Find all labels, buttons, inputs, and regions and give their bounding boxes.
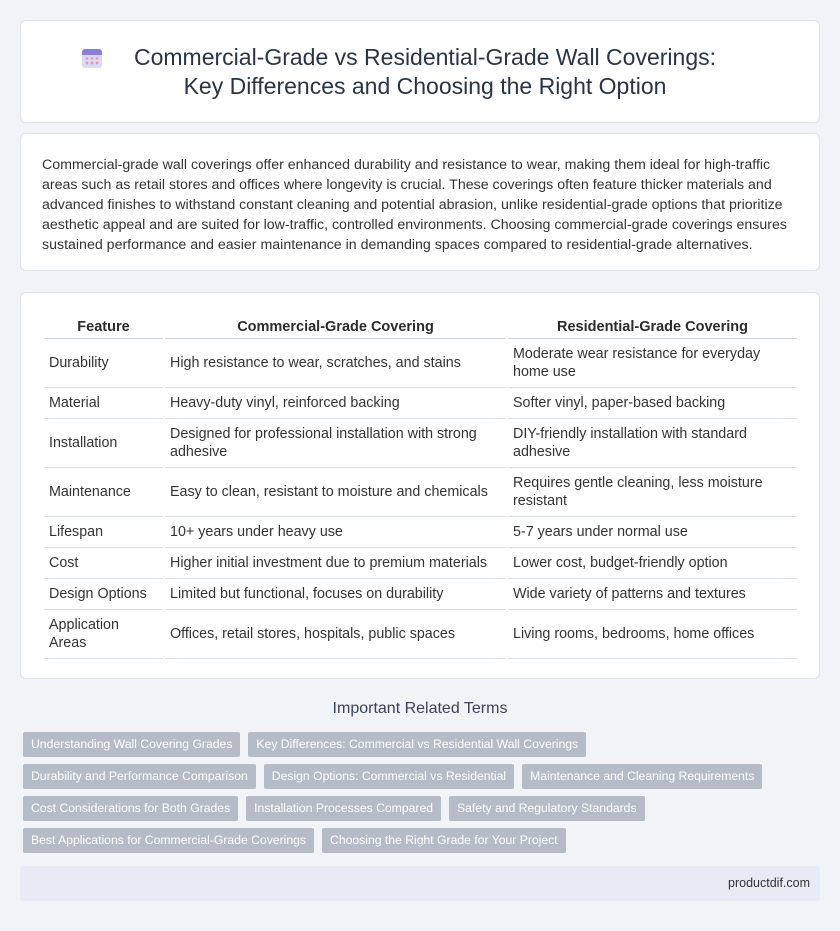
title-card xyxy=(20,20,820,123)
footer-site-link[interactable]: productdif.com xyxy=(728,876,810,890)
cell-feature: Cost xyxy=(44,548,163,579)
cell-commercial: 10+ years under heavy use xyxy=(165,517,506,548)
column-header-residential: Residential-Grade Covering xyxy=(508,315,797,339)
cell-feature: Application Areas xyxy=(44,610,163,659)
cell-feature: Lifespan xyxy=(44,517,163,548)
table-row xyxy=(44,517,797,548)
table-row xyxy=(44,468,797,517)
cell-commercial: Higher initial investment due to premium materials xyxy=(165,548,506,579)
related-term-tag[interactable]: Key Differences: Commercial vs Residential Wall Coverings xyxy=(248,732,586,757)
table-row xyxy=(44,579,797,610)
cell-commercial: High resistance to wear, scratches, and stains xyxy=(165,339,506,388)
column-header-commercial: Commercial-Grade Covering xyxy=(165,315,506,339)
cell-residential: Living rooms, bedrooms, home offices xyxy=(508,610,797,659)
related-term-tag[interactable]: Understanding Wall Covering Grades xyxy=(23,732,240,757)
related-term-tag[interactable]: Installation Processes Compared xyxy=(246,796,441,821)
table-row xyxy=(44,610,797,659)
cell-commercial: Offices, retail stores, hospitals, public spaces xyxy=(165,610,506,659)
cell-residential: Softer vinyl, paper-based backing xyxy=(508,388,797,419)
related-terms-title: Important Related Terms xyxy=(332,700,508,717)
cell-commercial: Designed for professional installation with strong adhesive xyxy=(165,419,506,468)
table-row xyxy=(44,339,797,388)
comparison-table-card xyxy=(20,292,820,679)
intro-paragraph: Commercial-grade wall coverings offer enhanced durability and resistance to wear, making them ideal for high-traffic areas such as retail stores and offices where longevity is crucial. These coverings often feature thicker materials and advanced finishes to withstand constant cleaning and potential abrasion, unlike residential-grade options that prioritize aesthetic appeal and are suited for low-traffic, controlled environments. Choosing commercial-grade coverings ensures sustained performance and easier maintenance in demanding spaces compared to residential-grade alternatives. xyxy=(42,157,787,253)
cell-feature: Maintenance xyxy=(44,468,163,517)
intro-card xyxy=(20,133,820,271)
cell-feature: Material xyxy=(44,388,163,419)
table-header-row xyxy=(44,315,797,339)
column-header-feature: Feature xyxy=(44,315,163,339)
related-term-tag[interactable]: Choosing the Right Grade for Your Project xyxy=(322,828,566,853)
related-term-tag[interactable]: Cost Considerations for Both Grades xyxy=(23,796,238,821)
cell-residential: Requires gentle cleaning, less moisture resistant xyxy=(508,468,797,517)
related-term-tag[interactable]: Safety and Regulatory Standards xyxy=(449,796,645,821)
cell-commercial: Limited but functional, focuses on durability xyxy=(165,579,506,610)
footer xyxy=(20,866,820,901)
related-term-tag[interactable]: Design Options: Commercial vs Residential xyxy=(264,764,514,789)
cell-residential: 5-7 years under normal use xyxy=(508,517,797,548)
cell-residential: Lower cost, budget-friendly option xyxy=(508,548,797,579)
cell-residential: Wide variety of patterns and textures xyxy=(508,579,797,610)
related-term-tag[interactable]: Best Applications for Commercial-Grade Coverings xyxy=(23,828,314,853)
table-row xyxy=(44,419,797,468)
cell-residential: Moderate wear resistance for everyday home use xyxy=(508,339,797,388)
cell-commercial: Heavy-duty vinyl, reinforced backing xyxy=(165,388,506,419)
comparison-table xyxy=(42,315,799,659)
cell-commercial: Easy to clean, resistant to moisture and chemicals xyxy=(165,468,506,517)
related-term-tag[interactable]: Maintenance and Cleaning Requirements xyxy=(522,764,762,789)
page-title: Commercial-Grade vs Residential-Grade Wall Coverings: Key Differences and Choosing the Right Option xyxy=(134,44,716,99)
table-row xyxy=(44,548,797,579)
related-terms-tags xyxy=(23,732,823,860)
cell-feature: Installation xyxy=(44,419,163,468)
related-term-tag[interactable]: Durability and Performance Comparison xyxy=(23,764,256,789)
cell-feature: Design Options xyxy=(44,579,163,610)
cell-feature: Durability xyxy=(44,339,163,388)
table-row xyxy=(44,388,797,419)
cell-residential: DIY-friendly installation with standard adhesive xyxy=(508,419,797,468)
